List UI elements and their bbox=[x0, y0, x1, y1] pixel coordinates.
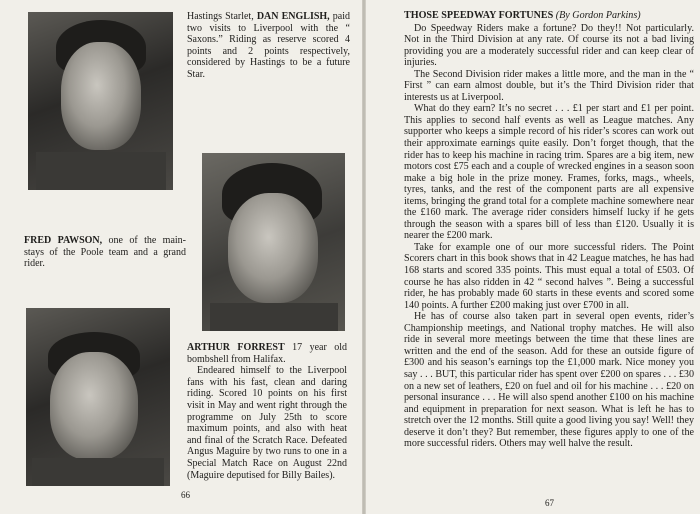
dan-english-caption: Hastings Starlet, DAN ENGLISH, paid two visits to Liverpool with the “ Saxons.” Riding as reserve scored 4 points and 2 points respectively, considered by Hastings to be a future Star. bbox=[187, 11, 350, 80]
page-number-right: 67 bbox=[545, 498, 554, 508]
speedway-fortunes-article bbox=[404, 10, 694, 450]
fred-pawson-name: FRED PAWSON, bbox=[24, 235, 103, 246]
article-title: THOSE SPEEDWAY FORTUNES bbox=[404, 10, 554, 21]
arthur-forrest-name: ARTHUR FORREST bbox=[187, 342, 285, 353]
article-byline: (By Gordon Parkins) bbox=[555, 10, 641, 21]
fred-pawson-caption: FRED PAWSON, one of the main-stays of the Poole team and a grand rider. bbox=[24, 235, 187, 270]
article-paragraph: Take for example one of our more successful riders. The Point Scorers chart in this book shows that in 42 League matches, he has had 168 starts and scored 335 points. This must equal a total of £503. Of course he has also ridden in 42 “ second halves ”. Being a successful rider, he has probably made 60 starts in these events and scored some 140 points. A further £200 making just over £700 in all. bbox=[404, 241, 694, 311]
dan-english-name: DAN ENGLISH, bbox=[256, 11, 330, 22]
article-paragraph: He has of course also taken part in several open events, rider’s Championship meetings, and National trophy matches. He will also ride in several more meetings between the time that these lines are written and the end of the season. Add for these an outside figure of £300 and his season’s earnings top the £1,000 mark. Nice money you say . . . BUT, this particular rider has spent over £200 on spares . . . £30 on a new set of leathers, £20 on fuel and oil for his machine . . . £20 on personal insurance . . . He will also spend another £100 on his machine and equipment in preparation for next season. What is left he has to stretch over the 12 months. Still quite a good living you say! Well! they deserve it don’t they? But remember, these figures apply to one of the more successful riders. Others may well halve the result. bbox=[404, 311, 694, 450]
arthur-forrest-body: Endeared himself to the Liverpool fans with his fast, clean and daring riding. Scored 10 points on his first visit in May and went right through the programme on July 25th to score maximum points, and also with heat and final of the Scratch Race. Defeated Angus Maguire by two runs to one in a Special Match Race on August 22nd (Maguire deputised for Billy Bailes). bbox=[187, 365, 347, 481]
fred-pawson-photo bbox=[202, 153, 345, 331]
arthur-forrest-caption: ARTHUR FORREST 17 year old bombshell from Halifax. Endeared himself to the Liverpool fans with his fast, clean and daring riding. Scored 10 points on his first visit in May and went right through the programme on July 25th to score maximum points, and also with heat and final of the Scratch Race. Defeated Angus Maguire by two runs to one in a Special Match Race on August 22nd (Maguire deputised for Billy Bailes). bbox=[187, 342, 347, 481]
article-paragraph: Do Speedway Riders make a fortune? Do they!! Not particularly. Not in the Third Division at any rate. Of course its not a bad living providing you are a moderately successful rider and can keep clear of injuries. bbox=[404, 22, 694, 69]
arthur-forrest-photo bbox=[26, 308, 170, 486]
article-heading bbox=[404, 10, 694, 22]
article-paragraph: The Second Division rider makes a little more, and the man in the “ First ” can earn almost double, but it’s the Third Division rider that interests us at Liverpool. bbox=[404, 68, 694, 103]
page-number-left: 66 bbox=[181, 490, 190, 500]
article-paragraph: What do they earn? It’s no secret . . . £1 per start and £1 per point. This applies to second half events as well as League matches. Any supporter who keeps a simple record of his rider’s scores can work out their approximate earnings quite easily. Don’t forget though, that the rider has to keep his machine in racing trim. Spares are a big item, new motors cost £75 each and a couple of wrecked engines in a season soon make a big hole in the prize money. Frames, forks, mags., wheels, tyres, tanks, and the rest of the component parts are all expensive items, bringing the grand total for a complete machine somewhere near the £160 mark. The average rider considers himself lucky if he gets through the season with a spares bill of less than £120. Usually it is nearer the £200 mark. bbox=[404, 103, 694, 242]
dan-english-photo bbox=[28, 12, 173, 190]
